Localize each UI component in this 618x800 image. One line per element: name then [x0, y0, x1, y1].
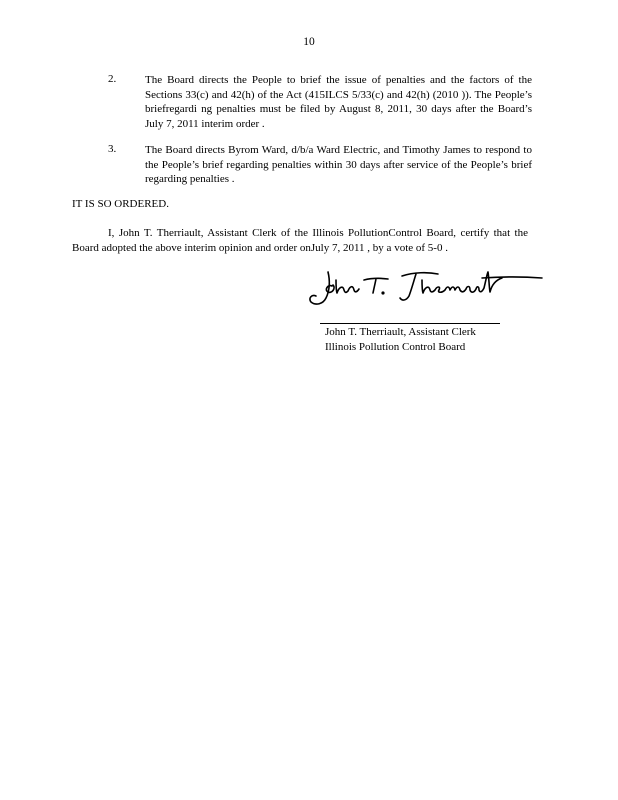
handwritten-signature	[306, 266, 546, 319]
signer-name: John T. Therriault, Assistant Clerk	[325, 326, 476, 338]
signature-line	[320, 323, 500, 324]
item-number: 3.	[108, 143, 117, 155]
certification-paragraph: I, John T. Therriault, Assistant Clerk of the Illinois PollutionControl Board, certify that the Board adopted the above interim opinion and order onJuly 7, 2011 , by a vote of 5-0 .	[72, 227, 528, 254]
signer-organization: Illinois Pollution Control Board	[325, 340, 466, 353]
item-text: The Board directs Byrom Ward, d/b/a Ward Electric, and Timothy James to respond to the People’s brief regarding penalties within 30 days after service of the People’s brief regarding penalties .	[145, 144, 532, 185]
so-ordered-heading: IT IS SO ORDERED.	[72, 198, 169, 210]
item-text: The Board directs the People to brief the issue of penalties and the factors of the Sections 33(c) and 42(h) of the Act (415ILCS 5/33(c) and 42(h) (2010 )). The People’s briefregardi ng penalties must be filed by August 8, 2011, 30 days after the Board’s July 7, 2011 interim order .	[145, 74, 532, 130]
page-number: 10	[303, 36, 315, 48]
signature-block	[325, 325, 476, 354]
item-number: 2.	[108, 73, 117, 85]
